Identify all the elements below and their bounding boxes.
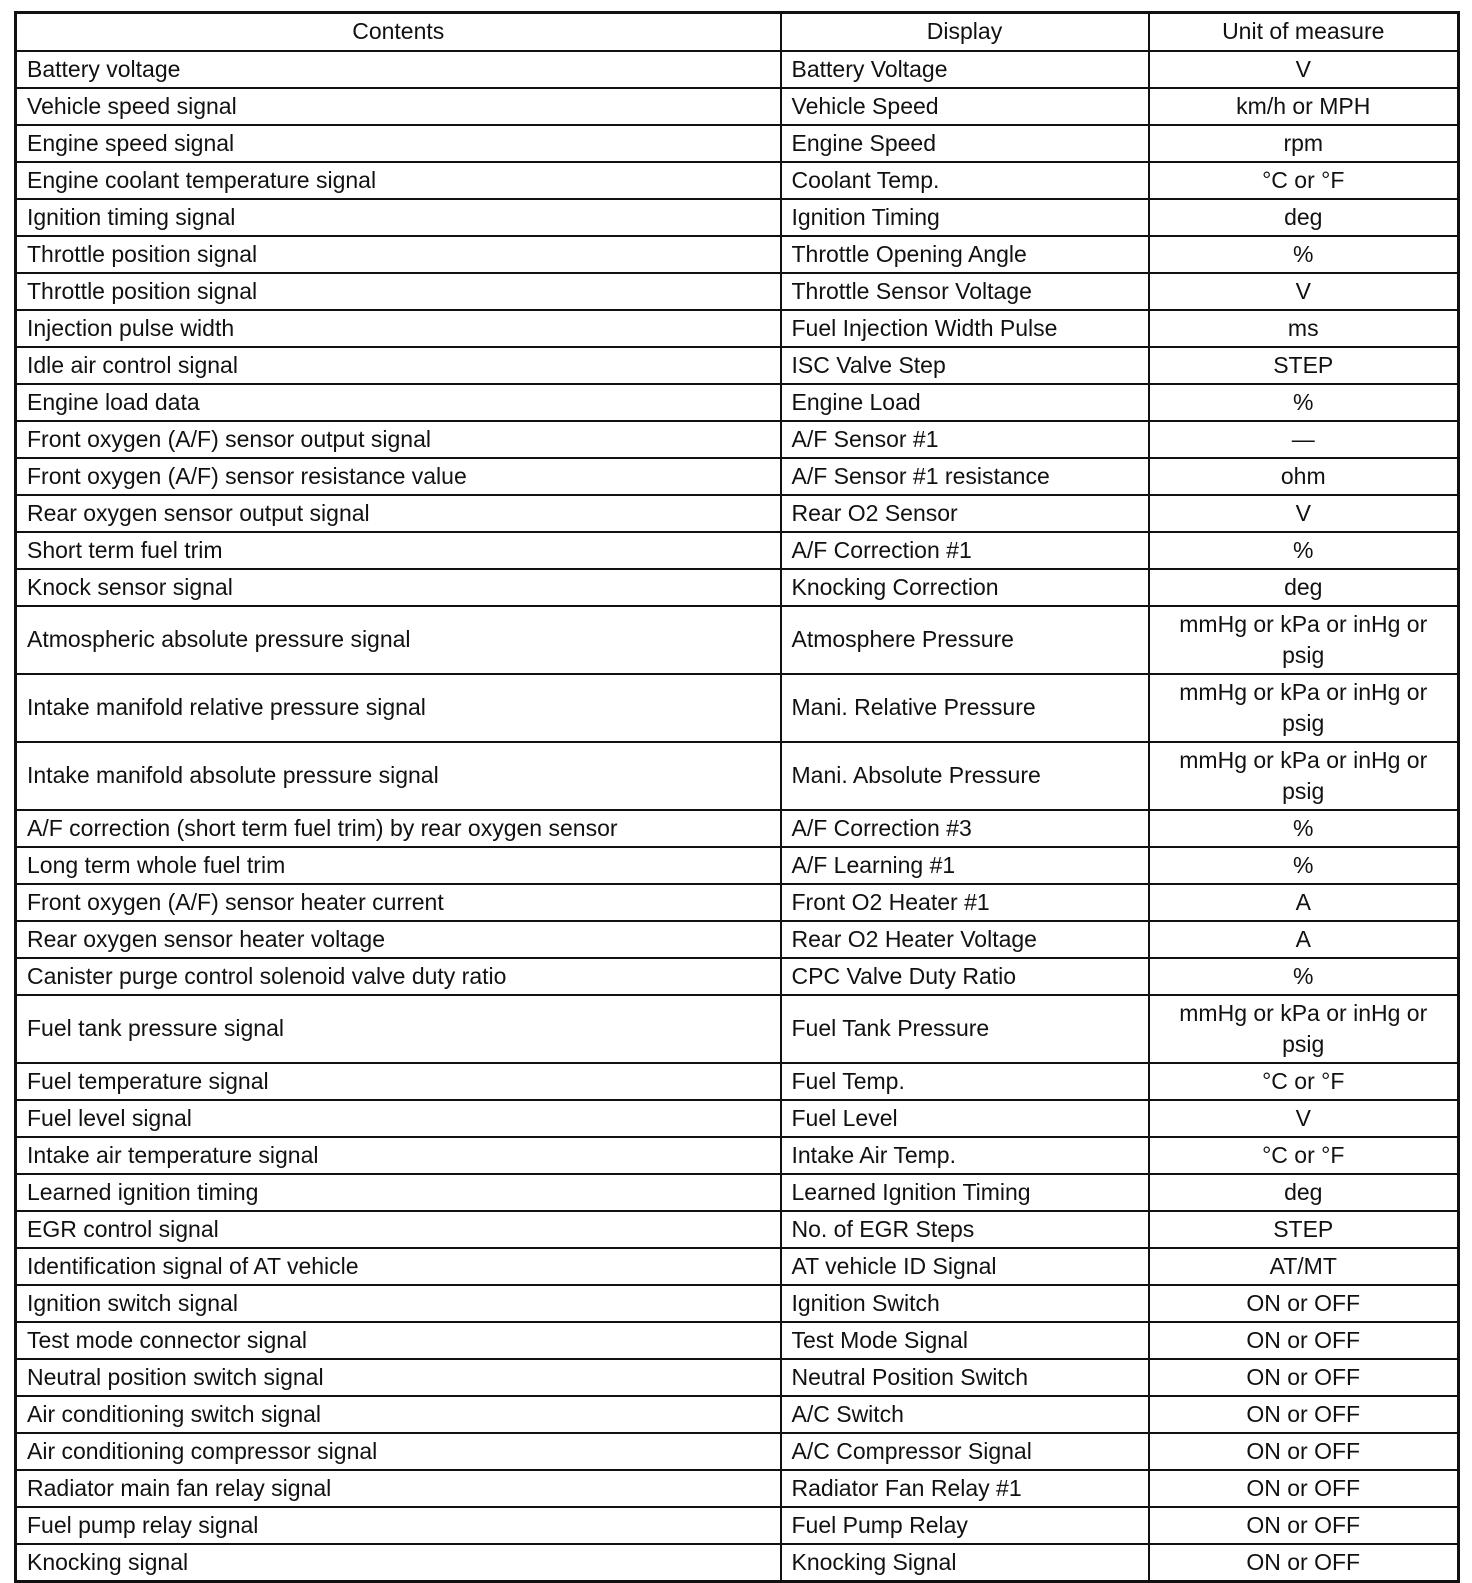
cell-unit: deg	[1149, 1174, 1459, 1211]
cell-contents: Throttle position signal	[16, 236, 781, 273]
table-row	[16, 88, 1459, 125]
cell-display: A/C Compressor Signal	[781, 1433, 1149, 1470]
cell-unit: °C or °F	[1149, 1137, 1459, 1174]
cell-display: Atmosphere Pressure	[781, 606, 1149, 674]
cell-display: Radiator Fan Relay #1	[781, 1470, 1149, 1507]
cell-display: Fuel Tank Pressure	[781, 995, 1149, 1063]
table-row	[16, 51, 1459, 88]
cell-unit: %	[1149, 384, 1459, 421]
table-row	[16, 606, 1459, 674]
cell-display: AT vehicle ID Signal	[781, 1248, 1149, 1285]
cell-contents: Atmospheric absolute pressure signal	[16, 606, 781, 674]
table-row	[16, 674, 1459, 742]
cell-display: Neutral Position Switch	[781, 1359, 1149, 1396]
cell-unit: ohm	[1149, 458, 1459, 495]
cell-contents: Rear oxygen sensor output signal	[16, 495, 781, 532]
cell-display: CPC Valve Duty Ratio	[781, 958, 1149, 995]
cell-contents: Knock sensor signal	[16, 569, 781, 606]
cell-contents: Air conditioning compressor signal	[16, 1433, 781, 1470]
cell-contents: Fuel level signal	[16, 1100, 781, 1137]
table-row	[16, 199, 1459, 236]
table-row	[16, 384, 1459, 421]
cell-unit: rpm	[1149, 125, 1459, 162]
table-row	[16, 1211, 1459, 1248]
cell-contents: Fuel tank pressure signal	[16, 995, 781, 1063]
header-unit: Unit of measure	[1149, 13, 1459, 52]
cell-display: No. of EGR Steps	[781, 1211, 1149, 1248]
cell-unit: %	[1149, 958, 1459, 995]
table-header	[16, 13, 1459, 52]
cell-display: Engine Speed	[781, 125, 1149, 162]
cell-display: Fuel Injection Width Pulse	[781, 310, 1149, 347]
table-row	[16, 1470, 1459, 1507]
table-row	[16, 1174, 1459, 1211]
cell-contents: Canister purge control solenoid valve duty ratio	[16, 958, 781, 995]
cell-contents: Front oxygen (A/F) sensor resistance value	[16, 458, 781, 495]
cell-contents: Fuel pump relay signal	[16, 1507, 781, 1544]
table-row	[16, 1544, 1459, 1582]
cell-display: Throttle Sensor Voltage	[781, 273, 1149, 310]
cell-unit: %	[1149, 532, 1459, 569]
table-row	[16, 810, 1459, 847]
cell-contents: Front oxygen (A/F) sensor heater current	[16, 884, 781, 921]
cell-contents: Ignition timing signal	[16, 199, 781, 236]
cell-display: Vehicle Speed	[781, 88, 1149, 125]
cell-display: Throttle Opening Angle	[781, 236, 1149, 273]
cell-unit: AT/MT	[1149, 1248, 1459, 1285]
cell-display: Fuel Temp.	[781, 1063, 1149, 1100]
cell-display: Front O2 Heater #1	[781, 884, 1149, 921]
cell-contents: Engine load data	[16, 384, 781, 421]
cell-unit: deg	[1149, 569, 1459, 606]
table-row	[16, 1507, 1459, 1544]
cell-unit: STEP	[1149, 1211, 1459, 1248]
cell-contents: Test mode connector signal	[16, 1322, 781, 1359]
cell-display: Fuel Pump Relay	[781, 1507, 1149, 1544]
cell-unit: V	[1149, 1100, 1459, 1137]
cell-unit: %	[1149, 810, 1459, 847]
cell-unit: V	[1149, 495, 1459, 532]
cell-contents: Knocking signal	[16, 1544, 781, 1582]
cell-display: A/F Learning #1	[781, 847, 1149, 884]
cell-display: Rear O2 Sensor	[781, 495, 1149, 532]
cell-display: Knocking Correction	[781, 569, 1149, 606]
cell-display: A/F Sensor #1 resistance	[781, 458, 1149, 495]
cell-display: Ignition Switch	[781, 1285, 1149, 1322]
cell-unit: —	[1149, 421, 1459, 458]
cell-contents: Short term fuel trim	[16, 532, 781, 569]
cell-unit: mmHg or kPa or inHg or psig	[1149, 606, 1459, 674]
cell-display: Learned Ignition Timing	[781, 1174, 1149, 1211]
table-row	[16, 742, 1459, 810]
table-row	[16, 1322, 1459, 1359]
cell-contents: Battery voltage	[16, 51, 781, 88]
table-row	[16, 532, 1459, 569]
cell-display: Intake Air Temp.	[781, 1137, 1149, 1174]
table-row	[16, 125, 1459, 162]
cell-contents: Radiator main fan relay signal	[16, 1470, 781, 1507]
cell-unit: mmHg or kPa or inHg or psig	[1149, 674, 1459, 742]
table-row	[16, 273, 1459, 310]
table-row	[16, 1285, 1459, 1322]
cell-unit: ON or OFF	[1149, 1396, 1459, 1433]
cell-display: Knocking Signal	[781, 1544, 1149, 1582]
table-row	[16, 1137, 1459, 1174]
table-row	[16, 458, 1459, 495]
cell-unit: ms	[1149, 310, 1459, 347]
table-row	[16, 162, 1459, 199]
cell-contents: Rear oxygen sensor heater voltage	[16, 921, 781, 958]
cell-unit: STEP	[1149, 347, 1459, 384]
cell-unit: ON or OFF	[1149, 1322, 1459, 1359]
table-row	[16, 310, 1459, 347]
cell-display: A/F Correction #1	[781, 532, 1149, 569]
cell-contents: Ignition switch signal	[16, 1285, 781, 1322]
cell-display: A/F Correction #3	[781, 810, 1149, 847]
cell-contents: Intake air temperature signal	[16, 1137, 781, 1174]
table-row	[16, 569, 1459, 606]
table-row	[16, 421, 1459, 458]
table-row	[16, 495, 1459, 532]
header-display: Display	[781, 13, 1149, 52]
cell-unit: km/h or MPH	[1149, 88, 1459, 125]
table-row	[16, 1248, 1459, 1285]
cell-unit: mmHg or kPa or inHg or psig	[1149, 742, 1459, 810]
cell-contents: Fuel temperature signal	[16, 1063, 781, 1100]
cell-display: A/F Sensor #1	[781, 421, 1149, 458]
cell-unit: %	[1149, 847, 1459, 884]
cell-unit: °C or °F	[1149, 162, 1459, 199]
cell-unit: ON or OFF	[1149, 1544, 1459, 1582]
cell-unit: ON or OFF	[1149, 1359, 1459, 1396]
table-body	[16, 51, 1459, 1582]
cell-unit: V	[1149, 51, 1459, 88]
cell-contents: Vehicle speed signal	[16, 88, 781, 125]
table-row	[16, 347, 1459, 384]
cell-contents: Injection pulse width	[16, 310, 781, 347]
cell-unit: V	[1149, 273, 1459, 310]
cell-unit: ON or OFF	[1149, 1507, 1459, 1544]
table-row	[16, 958, 1459, 995]
header-contents: Contents	[16, 13, 781, 52]
cell-contents: Engine coolant temperature signal	[16, 162, 781, 199]
cell-contents: Air conditioning switch signal	[16, 1396, 781, 1433]
cell-unit: %	[1149, 236, 1459, 273]
cell-contents: Long term whole fuel trim	[16, 847, 781, 884]
table-row	[16, 1433, 1459, 1470]
cell-unit: A	[1149, 921, 1459, 958]
table-row	[16, 1100, 1459, 1137]
cell-contents: EGR control signal	[16, 1211, 781, 1248]
table-row	[16, 884, 1459, 921]
cell-contents: Neutral position switch signal	[16, 1359, 781, 1396]
cell-contents: Idle air control signal	[16, 347, 781, 384]
cell-display: Mani. Absolute Pressure	[781, 742, 1149, 810]
cell-display: Coolant Temp.	[781, 162, 1149, 199]
table-row	[16, 1359, 1459, 1396]
cell-contents: Throttle position signal	[16, 273, 781, 310]
cell-unit: mmHg or kPa or inHg or psig	[1149, 995, 1459, 1063]
cell-contents: Front oxygen (A/F) sensor output signal	[16, 421, 781, 458]
cell-unit: ON or OFF	[1149, 1470, 1459, 1507]
cell-display: Engine Load	[781, 384, 1149, 421]
cell-unit: A	[1149, 884, 1459, 921]
cell-unit: deg	[1149, 199, 1459, 236]
cell-display: Ignition Timing	[781, 199, 1149, 236]
cell-contents: A/F correction (short term fuel trim) by rear oxygen sensor	[16, 810, 781, 847]
cell-display: Rear O2 Heater Voltage	[781, 921, 1149, 958]
cell-contents: Intake manifold relative pressure signal	[16, 674, 781, 742]
cell-contents: Learned ignition timing	[16, 1174, 781, 1211]
cell-contents: Intake manifold absolute pressure signal	[16, 742, 781, 810]
cell-unit: °C or °F	[1149, 1063, 1459, 1100]
table-row	[16, 1396, 1459, 1433]
cell-display: ISC Valve Step	[781, 347, 1149, 384]
table-row	[16, 1063, 1459, 1100]
header-row	[16, 13, 1459, 52]
table-row	[16, 995, 1459, 1063]
cell-contents: Engine speed signal	[16, 125, 781, 162]
cell-display: Battery Voltage	[781, 51, 1149, 88]
table-row	[16, 847, 1459, 884]
parameter-table	[14, 11, 1460, 1583]
cell-unit: ON or OFF	[1149, 1433, 1459, 1470]
table-row	[16, 236, 1459, 273]
table-row	[16, 921, 1459, 958]
cell-unit: ON or OFF	[1149, 1285, 1459, 1322]
cell-display: A/C Switch	[781, 1396, 1149, 1433]
cell-display: Mani. Relative Pressure	[781, 674, 1149, 742]
cell-contents: Identification signal of AT vehicle	[16, 1248, 781, 1285]
cell-display: Test Mode Signal	[781, 1322, 1149, 1359]
cell-display: Fuel Level	[781, 1100, 1149, 1137]
